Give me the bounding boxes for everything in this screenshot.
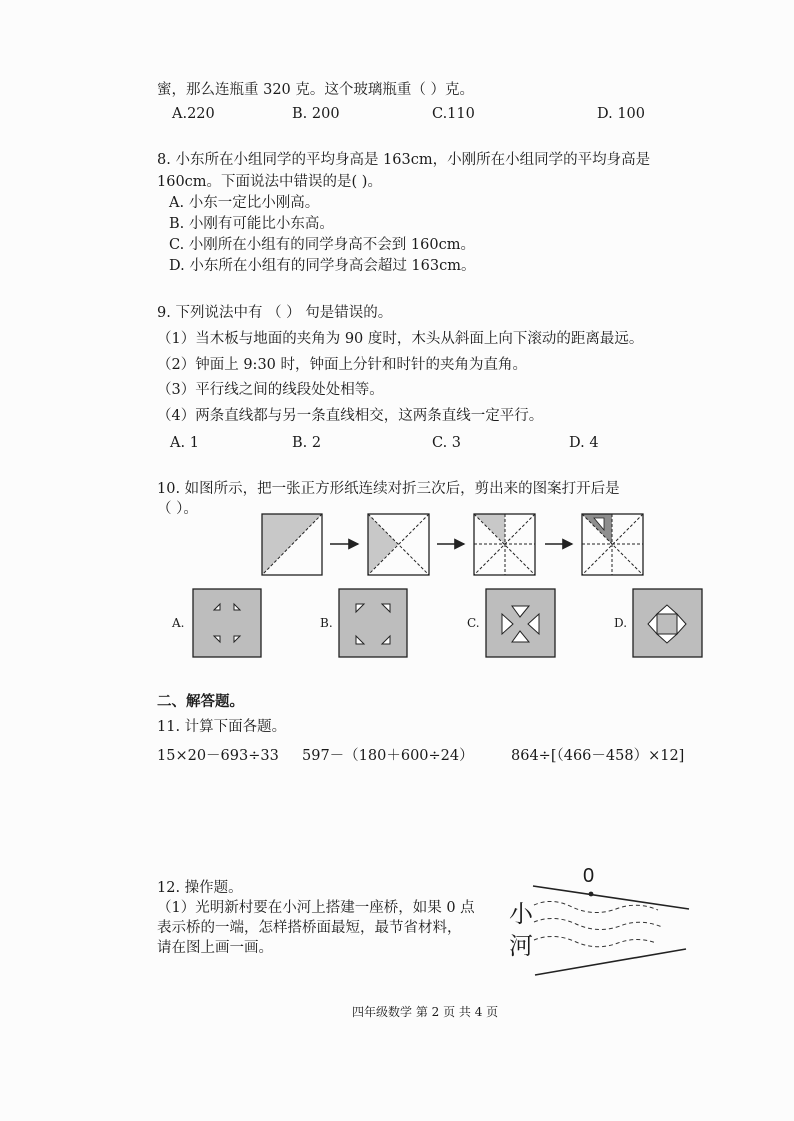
q7-option-a: A.220 <box>172 106 215 122</box>
q8-option-c: C. 小刚所在小组有的同学身高不会到 160cm。 <box>169 237 475 253</box>
q10-option-c: C. <box>467 616 480 630</box>
q8-option-b: B. 小刚有可能比小东高。 <box>169 216 334 232</box>
q12-instruction-line2: 表示桥的一端，怎样搭桥面最短，最节省材料， <box>157 920 462 936</box>
river-label-char-2: 河 <box>509 932 533 960</box>
q9-option-a: A. 1 <box>170 435 199 451</box>
q9-option-d: D. 4 <box>569 435 599 451</box>
q7-option-b: B. 200 <box>292 106 340 122</box>
q7-option-c: C.110 <box>432 106 475 122</box>
q8-option-d: D. 小东所在小组有的同学身高会超过 163cm。 <box>169 258 476 274</box>
river-wave-2 <box>534 918 662 929</box>
bridge-point-o <box>589 892 594 897</box>
q11-stem: 11. 计算下面各题。 <box>157 719 287 735</box>
q10-stem-line1: 10. 如图所示，把一张正方形纸连续对折三次后，剪出来的图案打开后是 <box>157 481 620 497</box>
q9-statement-1: （1）当木板与地面的夹角为 90 度时，木头从斜面上向下滚动的距离最远。 <box>157 331 644 347</box>
q9-statement-4: （4）两条直线都与另一条直线相交，这两条直线一定平行。 <box>157 408 544 424</box>
q7-option-d: D. 100 <box>597 106 646 122</box>
q7-stem: 蜜，那么连瓶重 320 克。这个玻璃瓶重（ ）克。 <box>157 82 475 98</box>
q8-option-a: A. 小东一定比小刚高。 <box>169 195 320 211</box>
q9-statement-3: （3）平行线之间的线段处处相等。 <box>157 382 384 398</box>
page-footer: 四年级数学 第 2 页 共 4 页 <box>352 1005 499 1019</box>
q10-option-a: A. <box>172 616 185 630</box>
section-title: 二、解答题。 <box>157 693 244 710</box>
river-wave-3 <box>534 936 656 946</box>
bridge-point-label: 0 <box>583 865 595 887</box>
river-lower-bank <box>535 949 686 975</box>
q9-option-c: C. 3 <box>432 435 462 451</box>
q11-expression-3: 864÷[（466－458）×12] <box>511 748 685 764</box>
q10-option-d: D. <box>614 616 628 630</box>
river-label-char-1: 小 <box>509 900 533 928</box>
q11-expression-1: 15×20－693÷33 <box>157 748 279 764</box>
q9-stem: 9. 下列说法中有 （ ） 句是错误的。 <box>157 305 393 321</box>
q12-stem: 12. 操作题。 <box>157 880 243 896</box>
q8-stem-line2: 160cm。下面说法中错误的是( )。 <box>157 174 382 190</box>
river-wave-1 <box>534 901 658 912</box>
q12-instruction-line1: （1）光明新村要在小河上搭建一座桥，如果 0 点 <box>157 900 475 916</box>
q12-instruction-line3: 请在图上画一画。 <box>157 940 273 956</box>
q9-option-b: B. 2 <box>292 435 322 451</box>
q9-statement-2: （2）钟面上 9:30 时，钟面上分针和时针的夹角为直角。 <box>157 357 528 373</box>
q11-expression-2: 597－（180＋600÷24） <box>302 748 474 764</box>
q10-stem-line2: （ ）。 <box>157 501 198 517</box>
q10-option-b: B. <box>320 616 333 630</box>
river-upper-bank <box>533 886 689 909</box>
q8-stem-line1: 8. 小东所在小组同学的平均身高是 163cm，小刚所在小组同学的平均身高是 <box>157 152 651 168</box>
